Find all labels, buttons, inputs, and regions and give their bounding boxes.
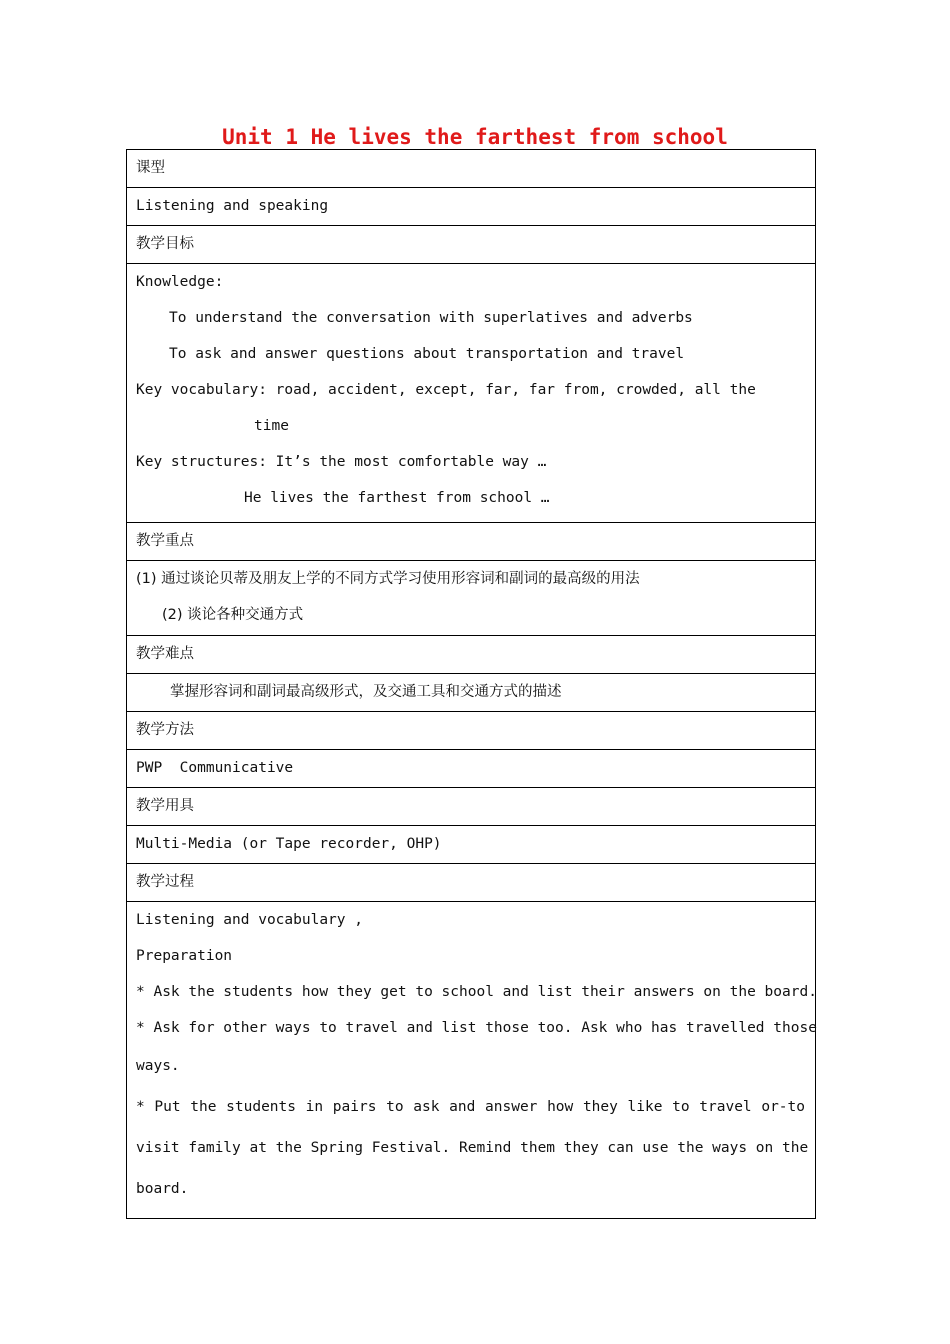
key-structures-line-1: Key structures: It’s the most comfortable way … [136,454,547,470]
process-step-2-line-1: * Ask for other ways to travel and list those too. Ask who has travelled those [136,1020,817,1036]
difficulties-value [127,674,816,712]
process-step-3-line-1: * Put the students in pairs to ask and answer how they like to travel or-to [136,1099,805,1115]
process-heading: Listening and vocabulary , [136,912,363,928]
lesson-type-value: Listening and speaking [127,188,816,226]
process-step-2-line-2: ways. [136,1058,180,1074]
objectives-label: 教学目标 [127,226,816,264]
process-step-3-line-3: board. [136,1181,189,1197]
objective-goal-1: To understand the conversation with superlatives and adverbs [169,310,693,326]
document-title: Unit 1 He lives the farthest from school [222,125,728,149]
objective-goal-2: To ask and answer questions about transportation and travel [169,346,685,362]
objectives-cell [127,264,816,523]
key-vocabulary-line-1: Key vocabulary: road, accident, except, far, far from, crowded, all the [136,382,756,398]
key-vocabulary-line-2: time [254,418,289,434]
difficulties-label: 教学难点 [127,636,816,674]
process-label: 教学过程 [127,864,816,902]
key-point-2: (2) 谈论各种交通方式 [162,607,304,623]
aids-label: 教学用具 [127,788,816,826]
process-subheading: Preparation [136,948,233,964]
key-point-1: (1) 通过谈论贝蒂及朋友上学的不同方式学习使用形容词和副词的最高级的用法 [136,571,640,587]
process-cell [127,902,816,1219]
lesson-plan-table [126,149,816,1219]
process-step-1: * Ask the students how they get to school and list their answers on the board. [136,984,817,1000]
aids-value: Multi-Media (or Tape recorder, OHP) [127,826,816,864]
key-points-cell [127,561,816,636]
objectives-knowledge: Knowledge: [136,274,224,290]
difficulties-text: 掌握形容词和副词最高级形式，及交通工具和交通方式的描述 [170,684,562,700]
process-step-3-line-2: visit family at the Spring Festival. Remind them they can use the ways on the [136,1140,809,1156]
methods-value: PWP Communicative [127,750,816,788]
key-points-label: 教学重点 [127,523,816,561]
lesson-type-label: 课型 [127,150,816,188]
key-structures-line-2: He lives the farthest from school … [244,490,550,506]
methods-label: 教学方法 [127,712,816,750]
